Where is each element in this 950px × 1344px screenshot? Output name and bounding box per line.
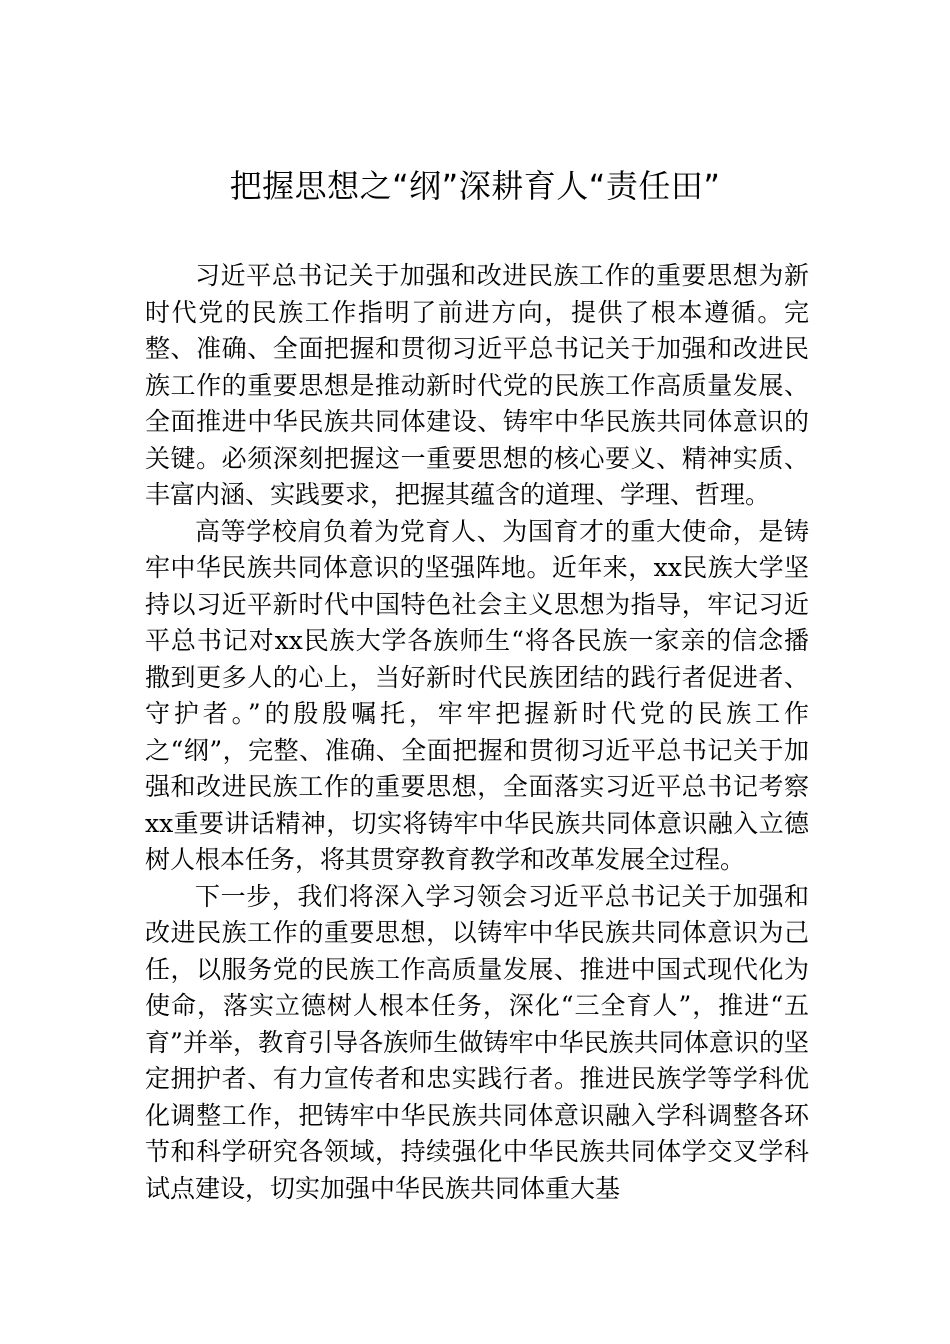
paragraph-2: 高等学校肩负着为党育人、为国育才的重大使命，是铸牢中华民族共同体意识的坚强阵地。近年来，xx民族大学坚持以习近平新时代中国特色社会主义思想为指导，牢记习近平总书记对xx民族大学各族师生“将各民族一家亲的信念播撒到更多人的心上，当好新时代民族团结的践行者促进者、守护者。”的殷殷嘱托，牢牢把握新时代党的民族工作之“纲”，完整、准确、全面把握和贯彻习近平总书记关于加强和改进民族工作的重要思想，全面落实习近平总书记考察xx重要讲话精神，切实将铸牢中华民族共同体意识融入立德树人根本任务，将其贯穿教育教学和改革发展全过程。 bbox=[145, 516, 809, 874]
document-body bbox=[145, 258, 809, 1207]
paragraph-1: 习近平总书记关于加强和改进民族工作的重要思想为新时代党的民族工作指明了前进方向，提供了根本遵循。完整、准确、全面把握和贯彻习近平总书记关于加强和改进民族工作的重要思想是推动新时代党的民族工作高质量发展、全面推进中华民族共同体建设、铸牢中华民族共同体意识的关键。必须深刻把握这一重要思想的核心要义、精神实质、丰富内涵、实践要求，把握其蕴含的道理、学理、哲理。 bbox=[145, 261, 809, 509]
document-title: 把握思想之“纲”深耕育人“责任田” bbox=[229, 167, 721, 205]
paragraph-3: 下一步，我们将深入学习领会习近平总书记关于加强和改进民族工作的重要思想，以铸牢中华民族共同体意识为己任，以服务党的民族工作高质量发展、推进中国式现代化为使命，落实立德树人根本任务，深化“三全育人”，推进“五育”并举，教育引导各族师生做铸牢中华民族共同体意识的坚定拥护者、有力宣传者和忠实践行者。推进民族学等学科优化调整工作，把铸牢中华民族共同体意识融入学科调整各环节和科学研究各领域，持续强化中华民族共同体学交叉学科试点建设，切实加强中华民族共同体重大基 bbox=[145, 881, 809, 1203]
